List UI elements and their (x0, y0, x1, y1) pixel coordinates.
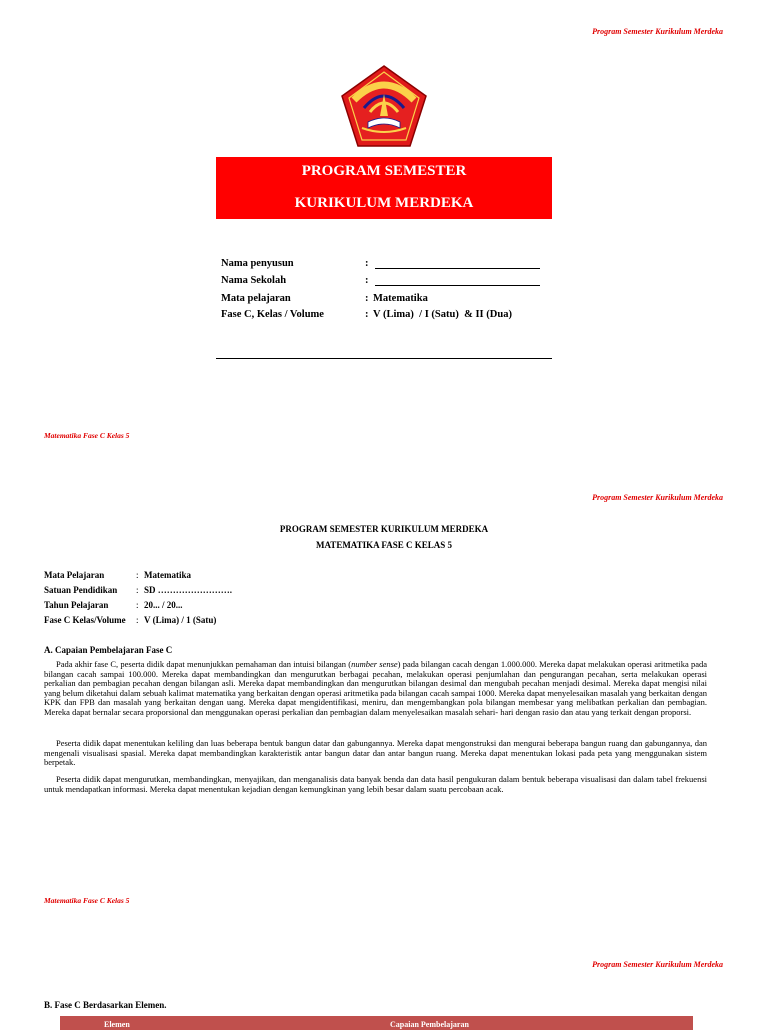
cover-divider (216, 358, 552, 359)
section-a-heading: A. Capaian Pembelajaran Fase C (44, 645, 173, 655)
cover-field-nama-penyusun: Nama penyusun : (221, 258, 551, 269)
doc-title-line2: MATEMATIKA FASE C KELAS 5 (315, 540, 452, 550)
cover-title-banner (216, 157, 552, 219)
elemen-table-header (60, 1016, 693, 1030)
blank-line (375, 258, 540, 269)
blank-line (375, 275, 540, 286)
page-footer: Matematika Fase C Kelas 5 (44, 431, 130, 440)
cover-field-fase-kelas-volume: Fase C, Kelas / Volume : V (Lima) / I (Satu) & II (Dua) (221, 309, 512, 320)
cover-field-nama-sekolah: Nama Sekolah : (221, 275, 551, 286)
page-footer: Matematika Fase C Kelas 5 (44, 896, 130, 905)
tut-wuri-handayani-logo (340, 64, 428, 148)
page-header: Program Semester Kurikulum Merdeka (592, 960, 723, 969)
column-header-capaian: Capaian Pembelajaran (390, 1020, 469, 1029)
meta-mata-pelajaran: Mata Pelajaran : Matematika (44, 570, 191, 580)
column-header-elemen: Elemen (104, 1020, 130, 1029)
meta-tahun-pelajaran: Tahun Pelajaran : 20... / 20... (44, 600, 183, 610)
cover-title-line1: PROGRAM SEMESTER (301, 163, 467, 179)
doc-title-line1: PROGRAM SEMESTER KURIKULUM MERDEKA (279, 524, 489, 534)
meta-fase-kelas-volume: Fase C Kelas/Volume : V (Lima) / 1 (Satu) (44, 615, 217, 625)
page-header: Program Semester Kurikulum Merdeka (592, 493, 723, 502)
paragraph-geometri: Peserta didik dapat menentukan keliling dan luas beberapa bentuk bangun datar dan gabungannya. Mereka dapat mengonstruksi dan mengurai beberapa bangun ruang dan gabungannya, dan mengenali visualisasi spasial. Mereka dapat membandingkan karakteristik antar bangun datar dan antar bangun ruang. Mereka dapat menentukan lokasi pada peta yang menggunakan sistem berpetak. (44, 738, 707, 768)
paragraph-bilangan: Pada akhir fase C, peserta didik dapat menunjukkan pemahaman dan intuisi bilangan (number sense) pada bilangan cacah dengan 1.000.000. Mereka dapat melakukan operasi aritmetika pada bilangan cacah sampai 100.000. Mereka dapat membandingkan dan mengurutkan berbagai pecahan, melakukan operasi penjumlahan dan pengurangan pecahan, serta melakukan operasi perkalian dan pembagian pecahan dengan bilangan asli. Mereka dapat membandingkan dan mengurutkan bilangan desimal dan mengubah pecahan menjadi desimal. Mereka dapat mengisi nilai yang belum diketahui dalam sebuah kalimat matematika yang berkaitan dengan operasi aritmetika pada bilangan cacah sampai 1000. Mereka dapat menyelesaikan masalah yang berkaitan dengan KPK dan FPB dan masalah yang berkaitan dengan uang. Mereka dapat mengidentifikasi, meniru, dan mengembangkan pola bilangan membesar yang melibatkan perkalian dan pembagian. Mereka dapat bernalar secara proporsional dan menggunakan operasi perkalian dan pembagian dalam menyelesaikan masalah sehari- hari dengan rasio dan atau yang terkait dengan proporsi. (44, 659, 707, 717)
paragraph-data: Peserta didik dapat mengurutkan, membandingkan, menyajikan, dan menganalisis data banyak benda dan data hasil pengukuran dalam bentuk beberapa visualisasi dan dalam tabel frekuensi untuk mendapatkan informasi. Mereka dapat menentukan kejadian dengan kemungkinan yang lebih besar dalam suatu percobaan acak. (44, 774, 707, 794)
page-header: Program Semester Kurikulum Merdeka (592, 27, 723, 36)
cover-title-line2: KURIKULUM MERDEKA (294, 195, 474, 211)
section-b-heading: B. Fase C Berdasarkan Elemen. (44, 1000, 167, 1010)
cover-field-mata-pelajaran: Mata pelajaran : Matematika (221, 293, 428, 304)
meta-satuan-pendidikan: Satuan Pendidikan : SD ……………………. (44, 585, 233, 595)
